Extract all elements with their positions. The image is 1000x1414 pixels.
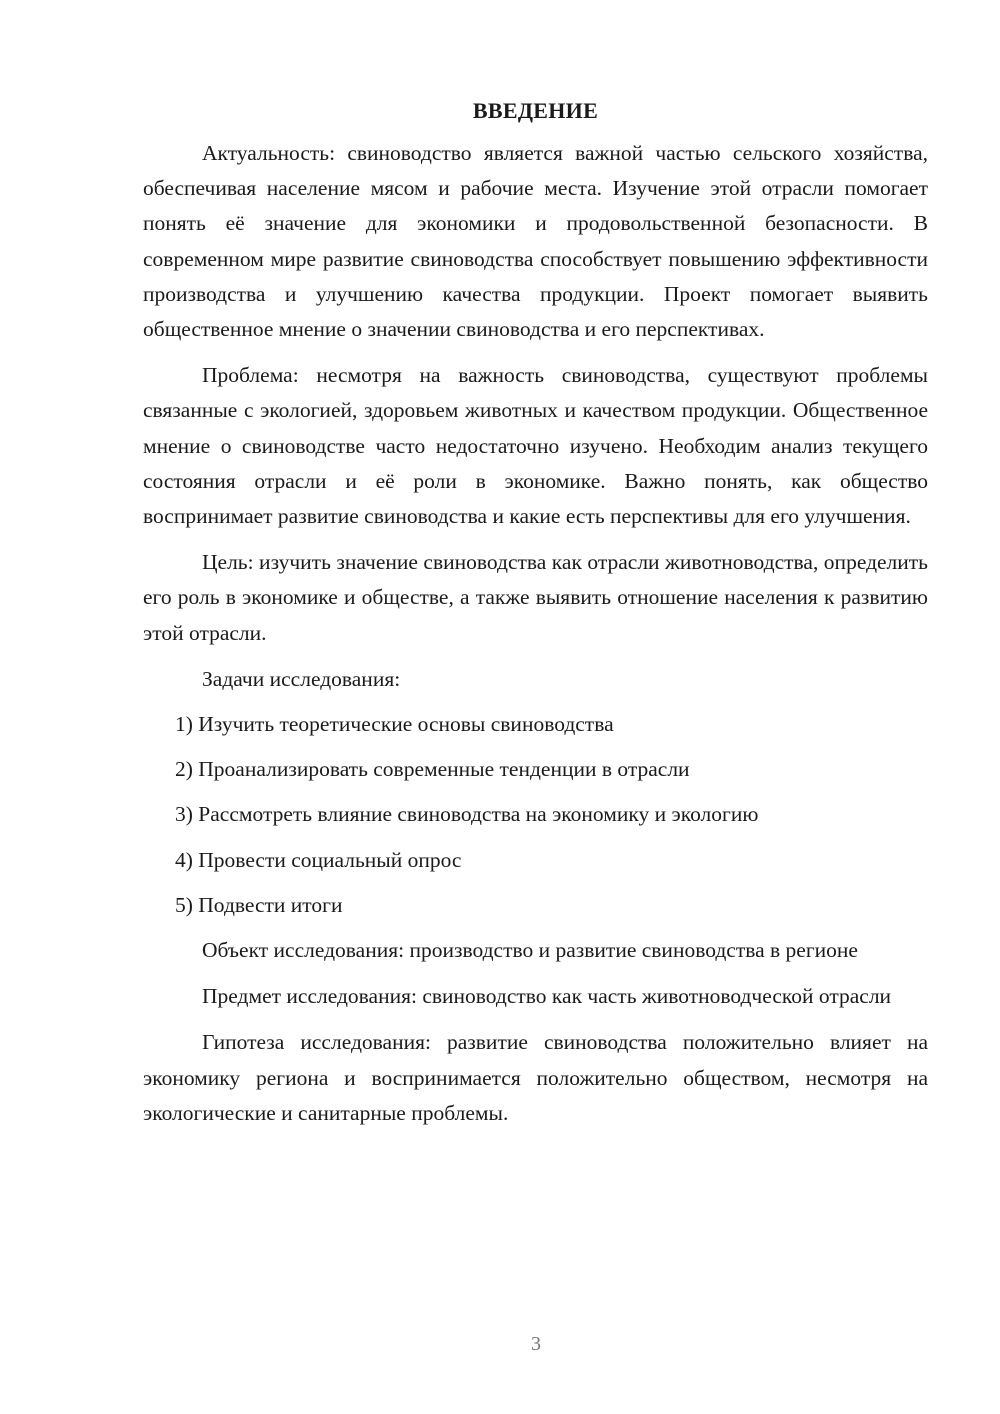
paragraph-problem: Проблема: несмотря на важность свиноводства, существуют проблемы связанные с экологией, здоровьем животных и качеством продукции. Общественное мнение о свиноводстве часто недостаточно изучено. Необходим анализ текущего состояния отрасли и её роли в экономике. Важно понять, как общество воспринимает развитие свиноводства и какие есть перспективы для его улучшения.: [143, 363, 928, 529]
paragraph-object: Объект исследования: производство и развитие свиноводства в регионе: [202, 938, 858, 963]
list-item: 4) Провести социальный опрос: [175, 847, 462, 872]
page-title: ВВЕДЕНИЕ: [472, 98, 599, 123]
document-page: [143, 93, 928, 1131]
page-number: 3: [531, 1333, 541, 1355]
paragraph-relevance: Актуальность: свиноводство является важной частью сельского хозяйства, обеспечивая население мясом и рабочие места. Изучение этой отрасли помогает понять её значение для экономики и продовольственной безопасности. В современном мире развитие свиноводства способствует повышению эффективности производства и улучшению качества продукции. Проект помогает выявить общественное мнение о значении свиноводства и его перспективах.: [143, 141, 928, 342]
tasks-heading: Задачи исследования:: [202, 666, 401, 691]
list-item: 5) Подвести итоги: [175, 892, 343, 917]
list-item: 1) Изучить теоретические основы свиноводства: [175, 712, 614, 737]
list-item: 2) Проанализировать современные тенденции в отрасли: [175, 757, 690, 782]
list-item: 3) Рассмотреть влияние свиноводства на экономику и экологию: [175, 802, 759, 827]
paragraph-subject: Предмет исследования: свиноводство как часть животноводческой отрасли: [202, 984, 892, 1009]
paragraph-goal: Цель: изучить значение свиноводства как отрасли животноводства, определить его роль в экономике и обществе, а также выявить отношение населения к развитию этой отрасли.: [143, 550, 928, 645]
tasks-list: [143, 707, 928, 923]
paragraph-hypothesis: Гипотеза исследования: развитие свиноводства положительно влияет на экономику региона и воспринимается положительно обществом, несмотря на экологические и санитарные проблемы.: [143, 1030, 928, 1125]
